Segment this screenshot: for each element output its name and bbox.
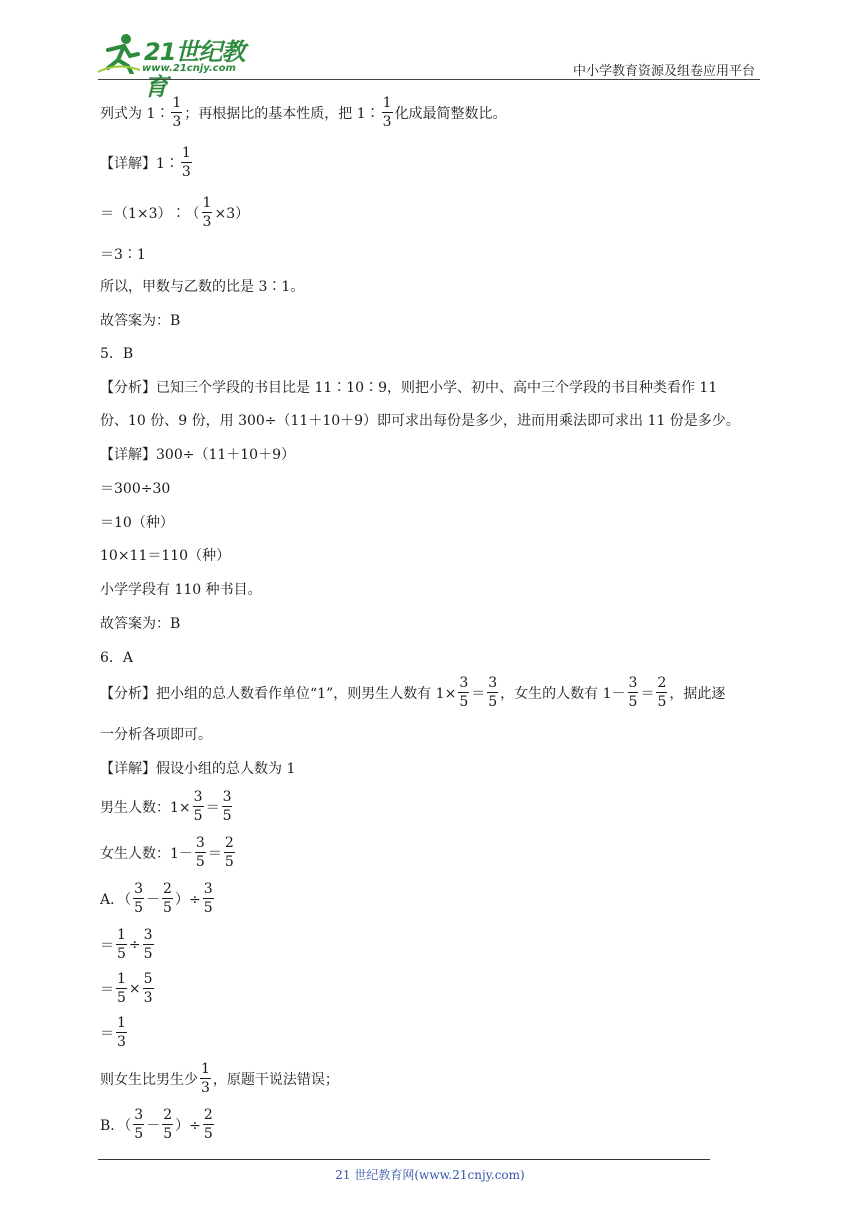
fraction xyxy=(458,676,469,709)
text-line: ＝10（种） xyxy=(100,515,174,531)
text-line xyxy=(100,836,237,869)
denominator: 5 xyxy=(224,854,234,870)
fraction xyxy=(162,1108,173,1141)
text-line xyxy=(100,676,725,709)
denominator: 5 xyxy=(163,1126,173,1142)
text-segment: 列式为 1∶ xyxy=(100,105,170,122)
denominator: 5 xyxy=(488,694,498,710)
numerator: 1 xyxy=(117,1015,126,1031)
fraction xyxy=(171,96,182,129)
fraction xyxy=(203,1108,214,1141)
text-line xyxy=(100,196,249,229)
text-segment: 男生人数：1× xyxy=(100,799,191,816)
text-line xyxy=(100,1062,339,1095)
denominator: 5 xyxy=(628,694,638,710)
numerator: 1 xyxy=(201,1061,210,1077)
text-segment: ）÷ xyxy=(174,891,201,908)
numerator: 2 xyxy=(163,881,172,897)
fraction xyxy=(181,146,192,179)
text-line: 小学学段有 110 种书目。 xyxy=(100,582,262,598)
denominator: 5 xyxy=(117,990,126,1006)
text-segment: 化成最简整数比。 xyxy=(394,105,507,122)
text-line: 【分析】已知三个学段的书目比是 11∶10∶9，则把小学、初中、高中三个学段的书目种类看作 11 xyxy=(100,380,718,396)
text-line: 份、10 份、9 份，用 300÷（11＋10＋9）即可求出每份是多少，进而用乘法即可求出 11 份是多少。 xyxy=(100,413,740,429)
fraction xyxy=(656,676,667,709)
text-segment: 则女生比男生少 xyxy=(100,1071,198,1088)
numerator: 3 xyxy=(134,1107,144,1123)
numerator: 2 xyxy=(203,1107,213,1123)
header-divider xyxy=(98,79,760,80)
denominator: 5 xyxy=(195,854,205,870)
text-segment: ＝ xyxy=(100,937,114,954)
denominator: 5 xyxy=(134,1126,144,1142)
text-line xyxy=(100,928,156,961)
text-line: ＝300÷30 xyxy=(100,481,171,497)
numerator: 1 xyxy=(172,95,182,111)
footer-divider xyxy=(98,1159,710,1160)
text-segment: 【详解】1∶ xyxy=(100,155,179,172)
fraction xyxy=(487,676,498,709)
text-line: 所以，甲数与乙数的比是 3∶1。 xyxy=(100,279,305,295)
text-segment: ÷ xyxy=(128,936,141,953)
denominator: 5 xyxy=(143,946,153,962)
fraction xyxy=(222,790,233,823)
denominator: 5 xyxy=(163,900,172,916)
numerator: 3 xyxy=(143,927,153,943)
text-segment: ＝（1×3）∶（ xyxy=(100,205,200,222)
text-segment: 【分析】把小组的总人数看作单位“1”，则男生人数有 1× xyxy=(100,685,457,702)
text-segment: － xyxy=(146,1117,161,1134)
denominator: 3 xyxy=(172,114,182,130)
fraction xyxy=(202,196,213,229)
fraction xyxy=(195,836,206,869)
text-segment: ＝ xyxy=(205,799,220,816)
numerator: 1 xyxy=(202,195,212,211)
numerator: 1 xyxy=(181,145,191,161)
text-segment: ，据此逐 xyxy=(669,685,726,702)
denominator: 5 xyxy=(203,900,213,916)
denominator: 5 xyxy=(459,694,469,710)
text-line: 10×11＝110（种） xyxy=(100,548,231,564)
question-number: 6．A xyxy=(100,650,134,666)
numerator: 2 xyxy=(224,835,234,851)
denominator: 5 xyxy=(193,808,203,824)
text-line xyxy=(100,790,234,823)
text-line: 【详解】假设小组的总人数为 1 xyxy=(100,761,296,777)
denominator: 3 xyxy=(117,1034,126,1050)
logo-brand-text: 21世纪教育 xyxy=(144,38,245,101)
site-logo[interactable] xyxy=(92,30,262,101)
text-line xyxy=(100,1108,216,1141)
header-platform-text: 中小学教育资源及组卷应用平台 xyxy=(572,64,755,79)
text-segment: ＝ xyxy=(100,981,114,998)
text-segment: ＝ xyxy=(100,1025,114,1042)
denominator: 3 xyxy=(143,990,153,1006)
text-line xyxy=(100,882,216,915)
text-line xyxy=(100,1016,129,1049)
text-line xyxy=(100,96,507,129)
numerator: 1 xyxy=(117,927,126,943)
text-segment: ＝ xyxy=(471,685,486,702)
numerator: 3 xyxy=(203,881,213,897)
numerator: 3 xyxy=(628,675,638,691)
fraction xyxy=(224,836,235,869)
denominator: 3 xyxy=(382,114,392,130)
page-header xyxy=(0,0,860,101)
text-segment: ＝ xyxy=(640,685,655,702)
text-segment: － xyxy=(146,891,161,908)
text-segment: A．（ xyxy=(100,891,132,908)
denominator: 5 xyxy=(117,946,126,962)
numerator: 3 xyxy=(459,675,469,691)
denominator: 3 xyxy=(201,1080,210,1096)
text-line: 【详解】300÷（11＋10＋9） xyxy=(100,447,295,463)
fraction xyxy=(200,1062,211,1095)
text-line: ＝3∶1 xyxy=(100,247,146,263)
numerator: 2 xyxy=(163,1107,173,1123)
fraction xyxy=(116,1016,127,1049)
numerator: 3 xyxy=(222,789,232,805)
fraction xyxy=(193,790,204,823)
denominator: 3 xyxy=(181,164,191,180)
denominator: 5 xyxy=(134,900,144,916)
text-segment: ；再根据比的基本性质，把 1∶ xyxy=(184,105,380,122)
fraction xyxy=(382,96,393,129)
fraction xyxy=(116,972,127,1005)
denominator: 5 xyxy=(222,808,232,824)
numerator: 3 xyxy=(195,835,205,851)
text-segment: B．（ xyxy=(100,1117,132,1134)
text-segment: ×3） xyxy=(214,205,250,222)
numerator: 1 xyxy=(382,95,392,111)
text-segment: 女生人数：1－ xyxy=(100,845,193,862)
numerator: 5 xyxy=(143,971,153,987)
fraction xyxy=(143,928,154,961)
text-segment: × xyxy=(128,980,141,997)
text-segment: ，女生的人数有 1－ xyxy=(500,685,626,702)
text-line xyxy=(100,972,156,1005)
text-segment: ＝ xyxy=(207,845,222,862)
denominator: 3 xyxy=(202,214,212,230)
logo-url-text: www.21cnjy.com xyxy=(142,63,236,74)
fraction xyxy=(203,882,214,915)
text-line: 故答案为：B xyxy=(100,313,181,329)
fraction xyxy=(133,882,144,915)
numerator: 3 xyxy=(488,675,498,691)
numerator: 1 xyxy=(117,971,126,987)
numerator: 3 xyxy=(193,789,203,805)
text-line: 一分析各项即可。 xyxy=(100,727,212,743)
fraction xyxy=(143,972,154,1005)
fraction xyxy=(116,928,127,961)
runner-logo-icon xyxy=(96,32,142,74)
denominator: 5 xyxy=(203,1126,213,1142)
text-segment: ）÷ xyxy=(175,1117,201,1134)
fraction xyxy=(628,676,639,709)
fraction xyxy=(162,882,173,915)
footer-link[interactable]: 21 世纪教育网(www.21cnjy.com) xyxy=(335,1168,525,1182)
numerator: 2 xyxy=(657,675,667,691)
text-line: 故答案为：B xyxy=(100,616,181,632)
fraction xyxy=(133,1108,144,1141)
text-segment: ，原题干说法错误； xyxy=(212,1071,339,1088)
text-line xyxy=(100,146,194,179)
question-number: 5．B xyxy=(100,346,134,362)
denominator: 5 xyxy=(657,694,667,710)
numerator: 3 xyxy=(134,881,144,897)
